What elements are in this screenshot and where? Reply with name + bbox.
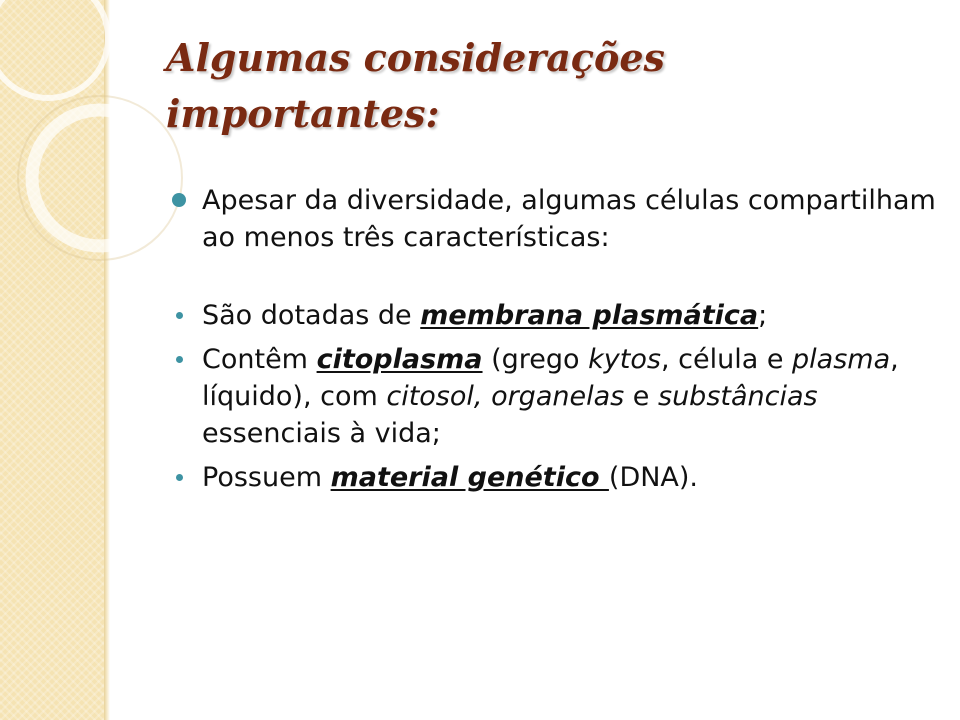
- item-prefix: Possuem: [202, 462, 331, 493]
- bullet-dot-icon: [176, 474, 183, 481]
- word-kytos: kytos: [588, 344, 661, 375]
- bullet-dot-icon: [172, 193, 186, 207]
- item-suffix: (DNA).: [608, 462, 699, 493]
- item-prefix: Contêm: [202, 344, 317, 375]
- term-material-genetico: material genético: [330, 462, 609, 493]
- intro-text: Apesar da diversidade, algumas células compartilham ao menos três características:: [202, 185, 936, 253]
- term-citoplasma: citoplasma: [316, 344, 483, 375]
- word-substancias: substâncias: [658, 381, 818, 412]
- item-prefix: São dotadas de: [202, 300, 421, 331]
- slide-title: Algumas considerações importantes:: [166, 35, 665, 136]
- item-suffix: ;: [758, 300, 768, 331]
- text-part: , líquido), com: [202, 344, 899, 412]
- text-part: essenciais à vida;: [202, 418, 441, 449]
- intro-bullet-item: [176, 182, 936, 256]
- text-part: (grego: [482, 344, 589, 375]
- list-item: [176, 459, 936, 496]
- bullet-dot-icon: [176, 356, 183, 363]
- slide-content: [176, 182, 936, 496]
- term-membrana-plasmatica: membrana plasmática: [420, 300, 759, 331]
- list-item: [176, 297, 936, 334]
- text-part: e: [624, 381, 658, 412]
- text-part: , célula e: [660, 344, 793, 375]
- word-plasma: plasma: [792, 344, 891, 375]
- words-citosol-organelas: citosol, organelas: [386, 381, 625, 412]
- bullet-dot-icon: [176, 312, 183, 319]
- list-item: [176, 341, 936, 452]
